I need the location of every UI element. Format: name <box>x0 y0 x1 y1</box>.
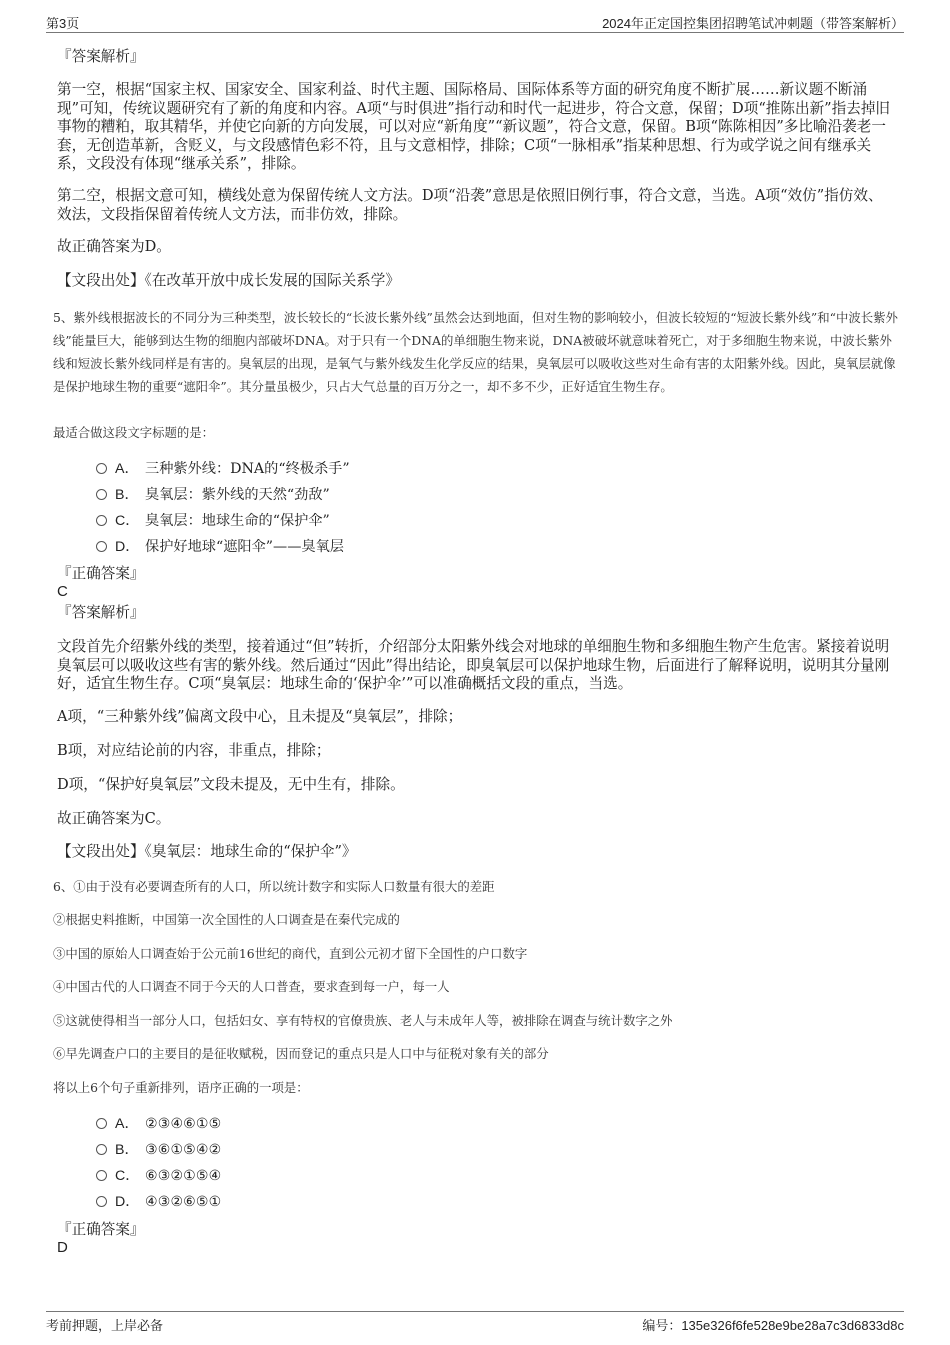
q4-analysis-para2: 第二空，根据文意可知，横线处意为保留传统人文方法。D项“沿袭”意思是依照旧例行事，符合文意，当选。A项“效仿”指仿效、效法，文段指保留着传统人文方法，而非仿效，排除。 <box>57 187 883 223</box>
q4-source: 【文段出处】《在改革开放中成长发展的国际关系学》 <box>57 272 400 289</box>
q6-sentence-6: ⑥早先调查户口的主要目的是征收赋税，因而登记的重点只是人口中与征税对象有关的部分 <box>53 1046 549 1061</box>
q4-analysis-para1: 第一空，根据“国家主权、国家安全、国家利益、时代主题、国际格局、国际体系等方面的研究角度不断扩展……新议题不断涌现”可知，传统议题研究有了新的角度和内容。A项“与时俱进”指行动和时代一起进步，符合文意，保留；D项“推陈出新”指去掉旧事物的糟粕，取其精华，并使它向新的方向发展，可以对应“新角度”“新议题”，符合文意，保留。B项“陈陈相因”多比喻沿袭老一套，无创造革新，含贬义，与文段感情色彩不符，且与文意相悖，排除；C项“一脉相承”指某种思想、行为或学说之间有继承关系，文段没有体现“继承关系”，排除。 <box>57 81 891 172</box>
q6-option-d[interactable]: D． ④③②⑥⑤① <box>96 1192 221 1212</box>
q6-prompt: 将以上6个句子重新排列，语序正确的一项是： <box>53 1080 309 1095</box>
q6-sentence-5: ⑤这就使得相当一部分人口，包括妇女、享有特权的官僚贵族、老人与未成年人等，被排除在调查与统计数字之外 <box>53 1013 673 1028</box>
radio-icon[interactable] <box>96 1144 107 1155</box>
q5-option-c[interactable]: C． 臭氧层：地球生命的“保护伞” <box>96 511 330 531</box>
q5-option-a[interactable]: A． 三种紫外线：DNA的“终极杀手” <box>96 459 350 479</box>
radio-icon[interactable] <box>96 515 107 526</box>
q5-option-b[interactable]: B． 臭氧层：紫外线的天然“劲敌” <box>96 485 330 505</box>
q5-analysis-para3: B项，对应结论前的内容，非重点，排除； <box>57 742 331 759</box>
radio-icon[interactable] <box>96 1118 107 1129</box>
q6-option-a[interactable]: A． ②③④⑥①⑤ <box>96 1114 221 1134</box>
page-header <box>46 12 904 33</box>
q6-sentence-4: ④中国古代的人口调查不同于今天的人口普查，要求查到每一户，每一人 <box>53 979 450 994</box>
q6-answer-label: 『正确答案』 <box>57 1221 145 1238</box>
q6-sentence-2: ②根据史料推断，中国第一次全国性的人口调查是在秦代完成的 <box>53 912 400 927</box>
q6-sentence-1: 6、①由于没有必要调查所有的人口，所以统计数字和实际人口数量有很大的差距 <box>53 879 495 894</box>
radio-icon[interactable] <box>96 489 107 500</box>
q5-analysis-para2: A项，“三种紫外线”偏离文段中心，且未提及“臭氧层”，排除； <box>57 708 463 725</box>
document-title: 2024年正定国控集团招聘笔试冲刺题（带答案解析） <box>602 16 904 31</box>
q5-answer-label: 『正确答案』 <box>57 565 145 582</box>
radio-icon[interactable] <box>96 1196 107 1207</box>
q5-source: 【文段出处】《臭氧层：地球生命的“保护伞”》 <box>57 843 357 860</box>
q6-answer: D <box>57 1239 68 1256</box>
radio-icon[interactable] <box>96 1170 107 1181</box>
q6-option-c[interactable]: C． ⑥③②①⑤④ <box>96 1166 221 1186</box>
q5-question-text: 5、紫外线根据波长的不同分为三种类型，波长较长的“长波长紫外线”虽然会达到地面，但对生物的影响较小，但波长较短的“短波长紫外线”和“中波长紫外线”能量巨大，能够到达生物的细胞内部破坏DNA。对于只有一个DNA的单细胞生物来说，DNA被破坏就意味着死亡，对于多细胞生物来说，中波长紫外线和短波长紫外线同样是有害的。臭氧层的出现，是氧气与紫外线发生化学反应的结果，臭氧层可以吸收这些对生命有害的太阳紫外线。因此，臭氧层就像是保护地球生物的重要“遮阳伞”。其分量虽极少，只占大气总量的百万分之一，却不多不少，正好适宜生物生存。 <box>53 310 898 394</box>
q4-analysis-label: 『答案解析』 <box>57 48 145 65</box>
radio-icon[interactable] <box>96 541 107 552</box>
q5-analysis-para4: D项，“保护好臭氧层”文段未提及，无中生有，排除。 <box>57 776 405 793</box>
q5-answer: C <box>57 583 68 600</box>
page-footer <box>46 1311 904 1336</box>
q4-conclusion: 故正确答案为D。 <box>57 238 171 255</box>
q5-analysis-label: 『答案解析』 <box>57 604 145 621</box>
page-number: 第3页 <box>46 16 80 31</box>
footer-slogan: 考前押题，上岸必备 <box>46 1319 164 1334</box>
radio-icon[interactable] <box>96 463 107 474</box>
q6-option-b[interactable]: B． ③⑥①⑤④② <box>96 1140 221 1160</box>
q6-sentence-3: ③中国的原始人口调查始于公元前16世纪的商代，直到公元初才留下全国性的户口数字 <box>53 946 528 961</box>
q5-conclusion: 故正确答案为C。 <box>57 810 171 827</box>
q5-prompt: 最适合做这段文字标题的是： <box>53 425 215 440</box>
q5-option-d[interactable]: D． 保护好地球“遮阳伞”——臭氧层 <box>96 537 344 557</box>
footer-serial: 编号：135e326f6fe528e9be28a7c3d6833d8c <box>642 1318 904 1333</box>
q5-analysis-para1: 文段首先介绍紫外线的类型，接着通过“但”转折，介绍部分太阳紫外线会对地球的单细胞生物和多细胞生物产生危害。紧接着说明臭氧层可以吸收这些有害的紫外线。然后通过“因此”得出结论，即臭氧层可以保护地球生物，后面进行了解释说明，说明其分量刚好，适宜生物生存。C项“臭氧层：地球生命的‘保护伞’”可以准确概括文段的重点，当选。 <box>57 638 890 692</box>
